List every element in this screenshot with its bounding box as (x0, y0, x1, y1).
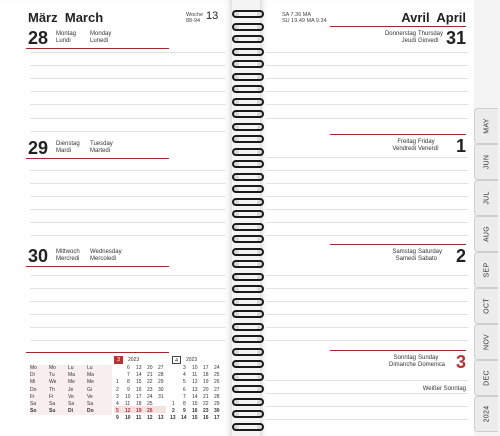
day-names-de-fr: Mittwoch Mercredi (56, 249, 80, 262)
spiral-coil (232, 210, 264, 219)
ruled-line (30, 78, 226, 79)
spiral-coil (232, 85, 264, 94)
ruled-line (266, 275, 468, 276)
march-day: 8 (127, 379, 130, 386)
ruled-line (30, 301, 226, 302)
spiral-coil (232, 410, 264, 419)
tab-jul[interactable] (474, 180, 498, 216)
april-week: 13 (170, 415, 176, 422)
april-day: 2 (172, 408, 175, 415)
spiral-coil (232, 335, 264, 344)
march-day: 28 (158, 372, 164, 379)
day-divider (26, 266, 169, 267)
ruled-line (30, 288, 226, 289)
spiral-coil (232, 235, 264, 244)
ruled-line (266, 235, 468, 236)
april-day: 11 (192, 372, 198, 379)
april-week: 16 (203, 415, 209, 422)
day-number: 2 (455, 246, 466, 266)
march-day: 29 (158, 379, 164, 386)
weekday-name: Sa (49, 401, 56, 407)
ruled-line (30, 222, 226, 223)
mini-month-april: 4 (172, 356, 181, 364)
weekday-name: Lu (68, 365, 74, 371)
weekday-name: Mo (30, 365, 37, 371)
ruled-line (266, 209, 468, 210)
weekday-name: So (30, 408, 37, 415)
april-day: 8 (183, 401, 186, 407)
tab-oct[interactable] (474, 288, 498, 324)
spiral-coil (232, 285, 264, 294)
march-day: 23 (147, 386, 153, 393)
april-day: 14 (192, 393, 198, 400)
spiral-coil (232, 23, 264, 32)
weekday-name: Ve (87, 393, 93, 400)
spiral-coil (232, 223, 264, 232)
day-number: 31 (445, 28, 466, 48)
ruled-line (266, 340, 468, 341)
day-names-de-fr: Dienstag Mardi (56, 141, 80, 154)
weekday-name: Sa (87, 401, 94, 407)
ruled-line (30, 183, 226, 184)
day-names-en-it: Tuesday Martedì (90, 141, 113, 154)
ruled-line (30, 235, 226, 236)
tab-label: NOV (483, 333, 490, 351)
spiral-coil (232, 348, 264, 357)
ruled-line (30, 275, 226, 276)
march-week: 10 (125, 415, 131, 422)
march-week: 13 (158, 415, 164, 422)
ruled-line (266, 419, 468, 420)
ruled-line (30, 209, 226, 210)
spiral-coil (232, 323, 264, 332)
march-week: 11 (136, 415, 142, 422)
ruled-line (266, 91, 468, 92)
april-day: 20 (203, 386, 209, 393)
spiral-coil (232, 373, 264, 382)
spiral-coil (232, 48, 264, 57)
ruled-line (266, 52, 468, 53)
ruled-line (266, 170, 468, 171)
day-names-de-fr: Sonntag Dimanche (388, 355, 416, 368)
weekday-name: Di (30, 372, 35, 379)
weekday-name: Fr (30, 393, 35, 400)
month-english: March (64, 10, 104, 25)
day-names-en-it: Saturday Sabato (418, 249, 443, 262)
weekday-name: Me (87, 379, 94, 386)
april-day: 18 (203, 372, 209, 379)
weekday-name: Mo (49, 365, 56, 371)
right-page (260, 0, 474, 436)
weekday-name: Th (49, 386, 55, 393)
weekday-name: Je (68, 386, 74, 393)
tab-nov[interactable] (474, 324, 498, 360)
ruled-line (266, 104, 468, 105)
april-day: 27 (214, 386, 220, 393)
ruled-line (266, 327, 468, 328)
day-number: 30 (28, 246, 49, 266)
ruled-line (30, 327, 226, 328)
day-divider (330, 134, 466, 135)
spiral-coil (232, 60, 264, 69)
weekday-name: Ma (68, 372, 75, 379)
mini-month-march: 3 (114, 356, 123, 364)
april-day: 25 (214, 372, 220, 379)
march-day: 3 (116, 393, 119, 400)
march-day: 7 (127, 372, 130, 379)
day-number: 29 (28, 138, 49, 158)
weekday-name: Tu (49, 372, 55, 379)
tab-label: OCT (483, 298, 490, 314)
day-names-en-it: Monday Lunedì (90, 31, 112, 44)
sun-moon-times: SA 7.36 MA SU 19.49 MA 9.34 (282, 12, 327, 24)
week-label: Woche 88-94 (186, 12, 204, 24)
march-day: 4 (116, 401, 119, 407)
ruled-line (30, 314, 226, 315)
day-names-de-fr: Samstag Samedi (392, 249, 416, 262)
day-names-de-fr: Donnerstag Jeudi (384, 31, 416, 44)
week-number: 13 (206, 10, 219, 22)
mini-year: 2023 (186, 357, 198, 363)
weekday-name: Ma (87, 372, 94, 379)
march-day: 16 (136, 386, 142, 393)
april-week: 14 (181, 415, 187, 422)
ruled-line (30, 118, 226, 119)
ruled-line (266, 301, 468, 302)
spiral-coil (232, 310, 264, 319)
left-month-title (28, 10, 103, 25)
march-day: 10 (125, 393, 131, 400)
ruled-line (266, 65, 468, 66)
month-french: Avril (401, 10, 430, 25)
april-day: 6 (183, 386, 186, 393)
spiral-coil (232, 185, 264, 194)
march-day: 22 (147, 379, 153, 386)
tab-aug[interactable] (474, 216, 498, 252)
ruled-line (266, 196, 468, 197)
weekday-name: Sa (68, 401, 75, 407)
tab-label: 2024 (483, 405, 490, 423)
ruled-line (30, 65, 226, 66)
march-day: 2 (116, 386, 119, 393)
ruled-line (266, 157, 468, 158)
spiral-coil (232, 385, 264, 394)
weekday-name: We (49, 379, 57, 386)
march-day: 30 (158, 386, 164, 393)
april-day: 7 (183, 393, 186, 400)
spiral-coil (232, 98, 264, 107)
tab-label: MAY (483, 118, 490, 134)
day-divider (330, 26, 466, 27)
day-divider (26, 158, 169, 159)
month-english-right: April (436, 10, 466, 25)
day-divider (330, 350, 466, 351)
day-names-de-fr: Freitag Vendredi (392, 139, 416, 152)
ruled-line (30, 170, 226, 171)
weekday-name: Lu (87, 365, 93, 371)
spiral-coil (232, 73, 264, 82)
march-day: 9 (127, 386, 130, 393)
ruled-line (266, 78, 468, 79)
tab-label: JUL (483, 191, 490, 205)
april-day: 26 (214, 379, 220, 386)
ruled-line (30, 196, 226, 197)
ruled-line (266, 380, 468, 381)
mini-calendars (30, 356, 230, 426)
ruled-line (30, 131, 226, 132)
ruled-line (30, 104, 226, 105)
april-day: 23 (203, 408, 209, 415)
tab-jun[interactable] (474, 144, 498, 180)
mini-year: 2023 (128, 357, 140, 363)
ruled-line (30, 91, 226, 92)
march-day: 12 (125, 408, 131, 415)
spiral-coil (232, 273, 264, 282)
calendar-divider (26, 352, 169, 353)
march-day: 25 (147, 401, 153, 407)
april-day: 4 (183, 372, 186, 379)
spiral-coil (232, 423, 264, 432)
march-day: 5 (116, 408, 119, 415)
tab-sep[interactable] (474, 252, 498, 288)
march-day: 15 (136, 379, 142, 386)
april-day: 12 (192, 379, 198, 386)
spiral-coil (232, 123, 264, 132)
ruled-line (30, 340, 226, 341)
weekday-name: Me (68, 379, 75, 386)
spiral-coil (232, 160, 264, 169)
day-divider (330, 244, 466, 245)
tab-label: JUN (483, 154, 490, 170)
day-number: 3 (455, 352, 466, 372)
spiral-coil (232, 248, 264, 257)
ruled-line (266, 183, 468, 184)
day-divider (26, 48, 169, 49)
weekday-name: Sa (30, 401, 37, 407)
ruled-line (266, 222, 468, 223)
march-day: 18 (136, 401, 142, 407)
march-week: 9 (116, 415, 119, 422)
weekday-name: Di (68, 408, 73, 415)
spiral-coil (232, 173, 264, 182)
april-week: 17 (214, 415, 220, 422)
march-day: 27 (158, 365, 164, 371)
april-day: 30 (214, 408, 220, 415)
march-day: 13 (136, 365, 142, 371)
april-day: 29 (214, 401, 220, 407)
tab-may[interactable] (474, 108, 498, 144)
march-day: 20 (147, 365, 153, 371)
march-day: 19 (136, 408, 142, 415)
weekday-name: Fr (49, 393, 54, 400)
tab-label: SEP (483, 262, 490, 278)
spiral-coil (232, 135, 264, 144)
weekday-name: Do (30, 386, 37, 393)
day-names-en-it: Sunday Domenica (418, 355, 446, 368)
spiral-coil (232, 298, 264, 307)
april-day: 17 (203, 365, 209, 371)
spiral-coil (232, 10, 264, 19)
april-day: 22 (203, 401, 209, 407)
day-number: 1 (455, 136, 466, 156)
tab-dec[interactable] (474, 360, 498, 396)
spiral-coil (232, 260, 264, 269)
tab-label: DEC (483, 370, 490, 386)
spiral-binding (226, 0, 270, 436)
march-week: 12 (147, 415, 153, 422)
tab-2024[interactable] (474, 396, 498, 432)
april-day: 10 (192, 365, 198, 371)
april-day: 5 (183, 379, 186, 386)
ruled-line (266, 118, 468, 119)
spiral-coil (232, 148, 264, 157)
weekday-name: Su (49, 408, 56, 415)
ruled-line (266, 393, 468, 394)
spiral-coil (232, 35, 264, 44)
march-day: 1 (116, 379, 119, 386)
day-number: 28 (28, 28, 49, 48)
sunday-note: Weißer Sonntag (422, 386, 466, 392)
ruled-line (266, 314, 468, 315)
april-day: 1 (172, 401, 175, 407)
tab-label: AUG (483, 225, 490, 243)
april-day: 15 (192, 401, 198, 407)
march-day: 11 (125, 401, 131, 407)
april-day: 28 (214, 393, 220, 400)
weekday-name: Ve (68, 393, 74, 400)
weekday-name: Mi (30, 379, 36, 386)
spiral-coil (232, 360, 264, 369)
march-day: 17 (136, 393, 142, 400)
day-names-de-fr: Montag Lundi (56, 31, 77, 44)
ruled-line (30, 52, 226, 53)
march-day: 21 (147, 372, 153, 379)
march-day: 6 (127, 365, 130, 371)
spiral-coil (232, 198, 264, 207)
day-names-en-it: Wednesday Mercoledì (90, 249, 122, 262)
weekday-name: Do (87, 408, 94, 415)
day-names-en-it: Thursday Giovedì (418, 31, 444, 44)
spiral-coil (232, 110, 264, 119)
right-month-title (401, 10, 466, 25)
month-german: März (28, 10, 58, 25)
march-day: 14 (136, 372, 142, 379)
ruled-line (266, 288, 468, 289)
april-day: 3 (183, 365, 186, 371)
april-day: 9 (183, 408, 186, 415)
april-day: 16 (192, 408, 198, 415)
march-day: 24 (147, 393, 153, 400)
march-day: 31 (158, 393, 164, 400)
april-week: 15 (192, 415, 198, 422)
day-names-en-it: Friday Venerdì (418, 139, 439, 152)
april-day: 19 (203, 379, 209, 386)
weekday-name: Gi (87, 386, 92, 393)
ruled-line (266, 406, 468, 407)
spiral-coil (232, 398, 264, 407)
april-day: 24 (214, 365, 220, 371)
march-day: 26 (147, 408, 153, 415)
april-day: 13 (192, 386, 198, 393)
april-day: 21 (203, 393, 209, 400)
